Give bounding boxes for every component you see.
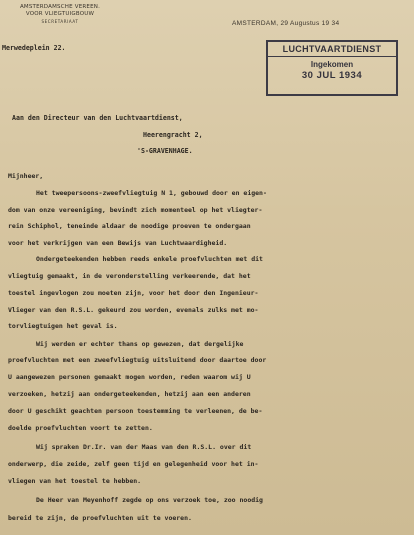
body-line: dom van onze vereeniging, bevindt zich momenteel op het vliegter-: [8, 206, 263, 214]
body-line: Vlieger van den R.S.L. gekeurd zou worden, evenals zulks met mo-: [8, 306, 259, 314]
body-line: vliegen van het toestel te hebben.: [8, 477, 142, 485]
body-line: torvliegtuigen het geval is.: [8, 322, 118, 330]
body-line: voor het verkrijgen van een Bewijs van Luchtwaardigheid.: [8, 239, 228, 247]
letterhead-line-3: SECRETARIAAT: [41, 19, 79, 24]
body-line: Wij werden er echter thans op gewezen, dat dergelijke: [36, 340, 244, 348]
body-line: bereid te zijn, de proefvluchten uit te voeren.: [8, 514, 192, 522]
body-line: U aangewezen personen gemaakt mogen worden, reden waarom wij U: [8, 373, 251, 381]
address-line-1: Aan den Directeur van den Luchtvaartdienst,: [12, 114, 183, 122]
stamp-date: 30 JUL 1934: [301, 70, 363, 81]
body-line: Ondergeteekenden hebben reeds enkele proefvluchten met dit: [36, 255, 263, 263]
body-line: verzoeken, hetzij aan ondergeteekenden, hetzij aan een anderen: [8, 390, 251, 398]
body-line: doelde proefvluchten voort te zetten.: [8, 424, 153, 432]
address-line-3: 'S-GRAVENHAGE.: [137, 147, 193, 155]
body-line: rein Schiphol, teneinde aldaar de noodige proeven te ondergaan: [8, 222, 251, 230]
body-line: toestel ingevlogen zou moeten zijn, voor het door den Ingenieur-: [8, 289, 259, 297]
stamp-received-label: Ingekomen: [310, 60, 354, 69]
letterhead-line-1: AMSTERDAMSCHE VEREEN.: [19, 4, 101, 10]
salutation: Mijnheer,: [8, 172, 44, 180]
body-line: De Heer van Meyenhoff zegde op ons verzoek toe, zoo noodig: [36, 496, 263, 504]
dateline: AMSTERDAM, 29 Augustus 19 34: [232, 20, 340, 27]
recipient-address: [0, 0, 414, 200]
address-line-2: Heerengracht 2,: [143, 131, 203, 139]
letterhead-line-2: VOOR VLIEGTUIGBOUW: [25, 11, 95, 17]
stamp-header: LUCHTVAARTDIENST: [268, 42, 396, 57]
reference-line: Merwedeplein 22.: [2, 44, 66, 52]
body-line: door U geschikt geachten persoon toestemming te verleenen, de be-: [8, 407, 263, 415]
body-line: proefvluchten met een zweefvliegtuig uitsluitend door daartoe door: [8, 356, 267, 364]
body-line: onderwerp, die zeide, zelf geen tijd en gelegenheid voor het in-: [8, 460, 259, 468]
body-line: vliegtuig gemaakt, in de veronderstelling verkeerende, dat het: [8, 272, 251, 280]
body-line: Het tweepersoons-zweefvliegtuig N 1, gebouwd door en eigen-: [36, 189, 267, 197]
body-line: Wij spraken Dr.Ir. van der Maas van den R.S.L. over dit: [36, 443, 252, 451]
